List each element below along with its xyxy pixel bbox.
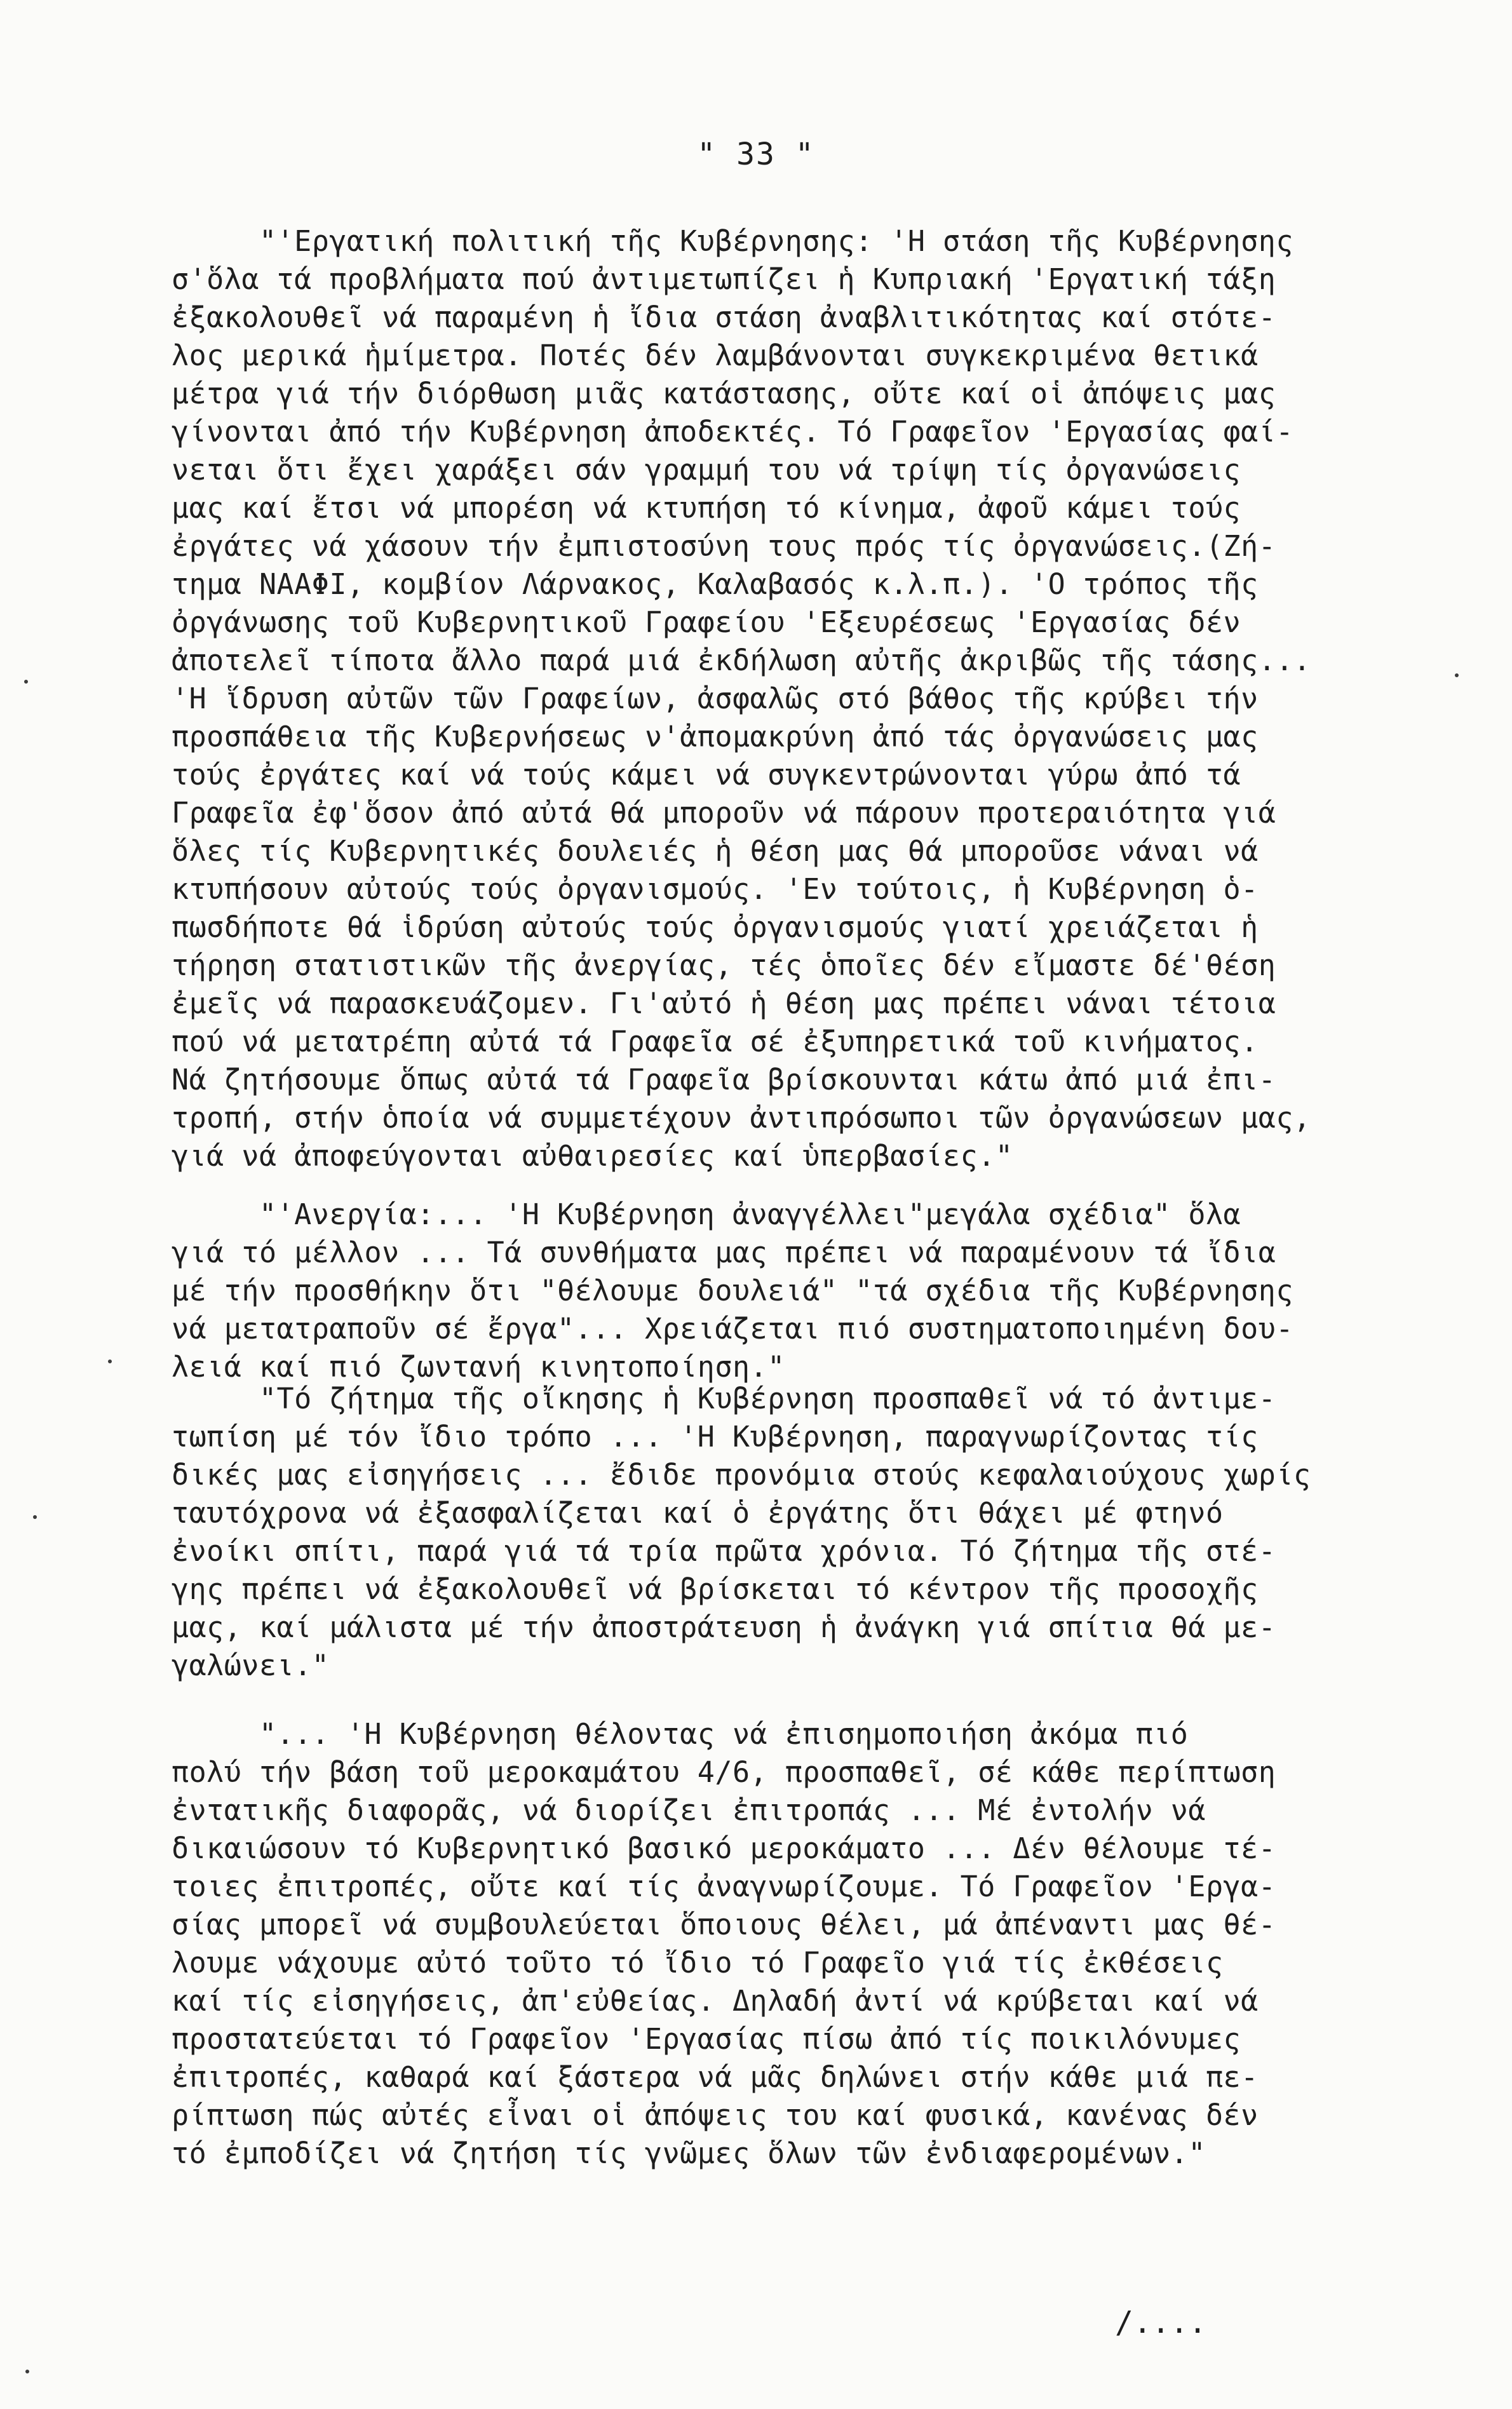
text-line: μας, καί μάλιστα μέ τήν ἀποστράτευση ἡ ἀνάγκη γιά σπίτια θά με- xyxy=(172,1610,1276,1644)
scan-speck xyxy=(33,1515,37,1519)
text-line: μέ τήν προσθήκην ὅτι "θέλουμε δουλειά" "τά σχέδια τῆς Κυβέρνησης xyxy=(172,1274,1293,1307)
text-line: γαλώνει." xyxy=(172,1649,330,1682)
text-line: τροπή, στήν ὁποία νά συμμετέχουν ἀντιπρόσωποι τῶν ὀργανώσεων μας, xyxy=(172,1101,1311,1135)
text-line: σίας μπορεῖ νά συμβουλεύεται ὅποιους θέλει, μά ἀπέναντι μας θέ- xyxy=(172,1908,1276,1941)
text-line: νεται ὅτι ἔχει χαράξει σάν γραμμή του νά τρίψη τίς ὀργανώσεις xyxy=(172,453,1241,487)
text-line: ἐπιτροπές, καθαρά καί ξάστερα νά μᾶς δηλώνει στήν κάθε μιά πε- xyxy=(172,2060,1259,2094)
text-line: "'Εργατική πολιτική τῆς Κυβέρνησης: 'Η στάση τῆς Κυβέρνησης xyxy=(172,224,1293,258)
text-line: ἐμεῖς νά παρασκευάζομεν. Γι'αὐτό ἡ θέση μας πρέπει νάναι τέτοια xyxy=(172,987,1276,1020)
text-line: πολύ τήν βάση τοῦ μεροκαμάτου 4/6, προσπαθεῖ, σέ κάθε περίπτωση xyxy=(172,1755,1276,1789)
text-line: μέτρα γιά τήν διόρθωση μιᾶς κατάστασης, οὔτε καί οἱ ἀπόψεις μας xyxy=(172,377,1276,410)
text-line: Νά ζητήσουμε ὅπως αὐτά τά Γραφεῖα βρίσκουνται κάτω ἀπό μιά ἐπι- xyxy=(172,1063,1276,1097)
scan-speck xyxy=(25,2370,29,2373)
text-line: νά μετατραποῦν σέ ἔργα"... Χρειάζεται πιό συστηματοποιημένη δου- xyxy=(172,1312,1293,1346)
text-line: τωπίση μέ τόν ἴδιο τρόπο ... 'Η Κυβέρνηση, παραγνωρίζοντας τίς xyxy=(172,1420,1259,1454)
text-line: γης πρέπει νά ἐξακολουθεῖ νά βρίσκεται τό κέντρον τῆς προσοχῆς xyxy=(172,1572,1259,1606)
text-line: ἐξακολουθεῖ νά παραμένη ἡ ἴδια στάση ἀναβλιτικότητας καί στότε- xyxy=(172,300,1276,334)
text-line: "... 'Η Κυβέρνηση θέλοντας νά ἐπισημοποιήση ἀκόμα πιό xyxy=(172,1717,1189,1751)
text-line: ὀργάνωσης τοῦ Κυβερνητικοῦ Γραφείου 'Εξευρέσεως 'Εργασίας δέν xyxy=(172,605,1241,639)
scan-speck xyxy=(1455,673,1459,677)
continuation-mark: /.... xyxy=(1115,2305,1207,2340)
text-line: ἐνοίκι σπίτι, παρά γιά τά τρία πρῶτα χρόνια. Τό ζήτημα τῆς στέ- xyxy=(172,1534,1276,1568)
text-line: προστατεύεται τό Γραφεῖον 'Εργασίας πίσω ἀπό τίς ποικιλόνυμες xyxy=(172,2022,1241,2056)
text-line: γιά νά ἀποφεύγονται αὐθαιρεσίες καί ὑπερβασίες." xyxy=(172,1139,1013,1173)
text-line: κτυπήσουν αὐτούς τούς ὀργανισμούς. 'Εν τούτοις, ἡ Κυβέρνηση ὁ- xyxy=(172,872,1259,906)
text-line: ρίπτωση πώς αὐτές εἶναι οἱ ἀπόψεις του καί φυσικά, κανένας δέν xyxy=(172,2098,1259,2132)
text-line: "Τό ζήτημα τῆς οἴκησης ἡ Κυβέρνηση προσπαθεῖ νά τό ἀντιμε- xyxy=(172,1382,1276,1415)
paragraph-daily-wage xyxy=(172,1715,1436,2173)
paragraph-housing xyxy=(172,1380,1436,1685)
text-line: τό ἐμποδίζει νά ζητήση τίς γνῶμες ὅλων τῶν ἐνδιαφερομένων." xyxy=(172,2136,1206,2170)
text-line: πού νά μετατρέπη αὐτά τά Γραφεῖα σέ ἐξυπηρετικά τοῦ κινήματος. xyxy=(172,1025,1259,1058)
text-line: ἐργάτες νά χάσουν τήν ἐμπιστοσύνη τους πρός τίς ὀργανώσεις.(Ζή- xyxy=(172,529,1276,563)
text-line: γιά τό μέλλον ... Τά συνθήματα μας πρέπει νά παραμένουν τά ἴδια xyxy=(172,1236,1276,1269)
text-line: τημα ΝΑΑΦΙ, κομβίον Λάρνακος, Καλαβασός κ.λ.π.). 'Ο τρόπος τῆς xyxy=(172,567,1259,601)
text-line: προσπάθεια τῆς Κυβερνήσεως ν'ἀπομακρύνη ἀπό τάς ὀργανώσεις μας xyxy=(172,720,1259,753)
text-line: λειά καί πιό ζωντανή κινητοποίηση." xyxy=(172,1350,785,1384)
text-line: "'Ανεργία:... 'Η Κυβέρνηση ἀναγγέλλει"μεγάλα σχέδια" ὅλα xyxy=(172,1198,1241,1231)
text-line: σ'ὅλα τά προβλήματα πού ἀντιμετωπίζει ἡ Κυπριακή 'Εργατική τάξη xyxy=(172,262,1276,296)
text-line: ἀποτελεῖ τίποτα ἄλλο παρά μιά ἐκδήλωση αὐτῆς ἀκριβῶς τῆς τάσης... xyxy=(172,644,1311,677)
text-line: μας καί ἔτσι νά μπορέση νά κτυπήση τό κίνημα, ἀφοῦ κάμει τούς xyxy=(172,491,1241,525)
text-line: τοιες ἐπιτροπές, οὔτε καί τίς ἀναγνωρίζουμε. Τό Γραφεῖον 'Εργα- xyxy=(172,1870,1276,1903)
text-line: δικαιώσουν τό Κυβερνητικό βασικό μεροκάματο ... Δέν θέλουμε τέ- xyxy=(172,1832,1276,1865)
scan-speck xyxy=(108,1360,112,1363)
page-number: " 33 " xyxy=(697,137,815,172)
text-line: δικές μας εἰσηγήσεις ... ἔδιδε προνόμια στούς κεφαλαιούχους χωρίς xyxy=(172,1458,1311,1492)
text-line: τήρηση στατιστικῶν τῆς ἀνεργίας, τές ὁποῖες δέν εἴμαστε δέ'θέση xyxy=(172,948,1276,982)
text-line: ἐντατικῆς διαφορᾶς, νά διορίζει ἐπιτροπάς ... Μέ ἐντολήν νά xyxy=(172,1793,1206,1827)
text-line: λουμε νάχουμε αὐτό τοῦτο τό ἴδιο τό Γραφεῖο γιά τίς ἐκθέσεις xyxy=(172,1946,1224,1980)
paragraph-labour-policy xyxy=(172,222,1436,1175)
scan-speck xyxy=(24,680,28,684)
text-line: τούς ἐργάτες καί νά τούς κάμει νά συγκεντρώνονται γύρω ἀπό τά xyxy=(172,758,1241,792)
text-line: ὅλες τίς Κυβερνητικές δουλειές ἡ θέση μας θά μποροῦσε νάναι νά xyxy=(172,834,1259,868)
text-line: πωσδήποτε θά ἱδρύση αὐτούς τούς ὀργανισμούς γιατί χρειάζεται ἡ xyxy=(172,910,1259,944)
text-line: καί τίς εἰσηγήσεις, ἀπ'εὐθείας. Δηλαδή ἀντί νά κρύβεται καί νά xyxy=(172,1984,1259,2018)
text-line: ταυτόχρονα νά ἐξασφαλίζεται καί ὁ ἐργάτης ὅτι θάχει μέ φτηνό xyxy=(172,1496,1224,1530)
paragraph-unemployment xyxy=(172,1196,1436,1386)
text-line: Γραφεῖα ἐφ'ὅσον ἀπό αὐτά θά μποροῦν νά πάρουν προτεραιότητα γιά xyxy=(172,796,1276,830)
text-line: λος μερικά ἡμίμετρα. Ποτές δέν λαμβάνονται συγκεκριμένα θετικά xyxy=(172,339,1259,372)
text-line: 'Η ἵδρυση αὐτῶν τῶν Γραφείων, ἀσφαλῶς στό βάθος τῆς κρύβει τήν xyxy=(172,682,1259,715)
text-line: γίνονται ἀπό τήν Κυβέρνηση ἀποδεκτές. Τό Γραφεῖον 'Εργασίας φαί- xyxy=(172,415,1293,449)
